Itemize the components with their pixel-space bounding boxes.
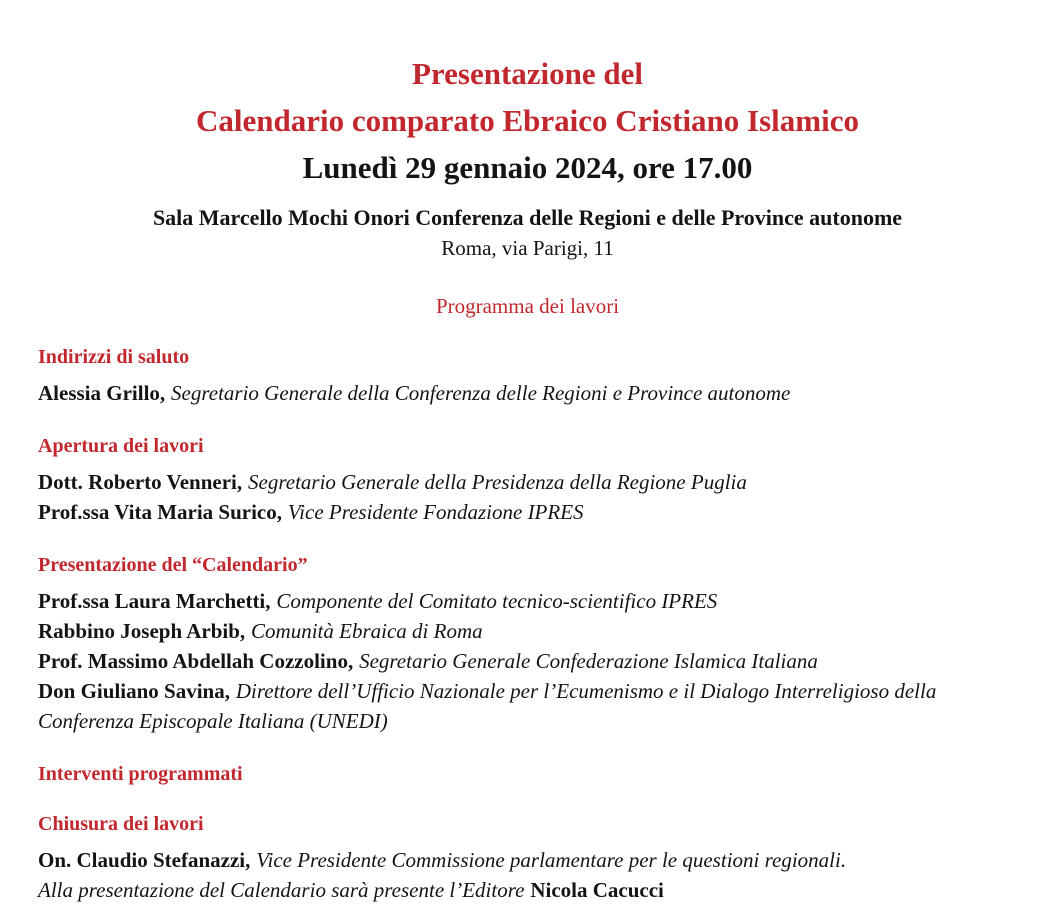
- speaker-entry: [38, 616, 1033, 646]
- speaker-name: Rabbino Joseph Arbib,: [38, 619, 246, 643]
- section-heading: Presentazione del “Calendario”: [38, 554, 308, 576]
- speaker-name: Prof. Massimo Abdellah Cozzolino,: [38, 649, 354, 673]
- closing-note-text: Alla presentazione del Calendario sarà presente l’Editore: [38, 878, 525, 902]
- speaker-entry: [38, 497, 1033, 527]
- event-datetime: Lunedì 29 gennaio 2024, ore 17.00: [302, 150, 753, 185]
- speaker-name: Prof.ssa Laura Marchetti,: [38, 589, 271, 613]
- speaker-entry: [38, 378, 1033, 408]
- closing-note: [38, 875, 1033, 905]
- section-chiusura-dei-lavori: [38, 812, 1033, 905]
- speaker-entry: [38, 676, 1033, 736]
- editor-name: Nicola Cacucci: [530, 878, 664, 902]
- speaker-entry: [38, 845, 1033, 875]
- event-address: Roma, via Parigi, 11: [441, 236, 614, 260]
- speaker-name: On. Claudio Stefanazzi,: [38, 848, 251, 872]
- speaker-role: Vice Presidente Fondazione IPRES: [287, 500, 584, 524]
- speaker-role: Direttore dell’Ufficio Nazionale per l’Ecumenismo e il Dialogo Interreligioso della Conferenza Episcopale Italiana (UNEDI): [38, 679, 937, 733]
- speaker-role: Comunità Ebraica di Roma: [251, 619, 483, 643]
- speaker-entry: [38, 467, 1033, 497]
- section-heading: Interventi programmati: [38, 763, 243, 785]
- speaker-name: Alessia Grillo,: [38, 381, 166, 405]
- speaker-role: Segretario Generale della Presidenza della Regione Puglia: [248, 470, 747, 494]
- program-title: Programma dei lavori: [435, 294, 620, 318]
- section-interventi-programmati: [38, 762, 1033, 786]
- speaker-role: Segretario Generale della Conferenza delle Regioni e Province autonome: [171, 381, 791, 405]
- speaker-role: Componente del Comitato tecnico-scientifico IPRES: [276, 589, 718, 613]
- event-venue: Sala Marcello Mochi Onori Conferenza delle Regioni e delle Province autonome: [152, 205, 903, 230]
- speaker-name: Don Giuliano Savina,: [38, 679, 230, 703]
- section-indirizzi-di-saluto: [38, 345, 1033, 408]
- speaker-entry: [38, 646, 1033, 676]
- event-title-line2: Calendario comparato Ebraico Cristiano Islamico: [195, 103, 859, 138]
- section-apertura-dei-lavori: [38, 434, 1033, 527]
- section-presentazione-del-calendario: [38, 553, 1033, 736]
- section-heading: Apertura dei lavori: [38, 435, 204, 457]
- speaker-entry: [38, 586, 1033, 616]
- speaker-role: Vice Presidente Commissione parlamentare per le questioni regionali.: [256, 848, 847, 872]
- event-header: [0, 50, 1055, 319]
- section-heading: Chiusura dei lavori: [38, 813, 204, 835]
- speaker-name: Prof.ssa Vita Maria Surico,: [38, 500, 283, 524]
- speaker-role: Segretario Generale Confederazione Islamica Italiana: [359, 649, 818, 673]
- program-sections: [0, 345, 1055, 905]
- section-heading: Indirizzi di saluto: [38, 346, 190, 368]
- speaker-name: Dott. Roberto Venneri,: [38, 470, 243, 494]
- event-title-line1: Presentazione del: [411, 56, 644, 91]
